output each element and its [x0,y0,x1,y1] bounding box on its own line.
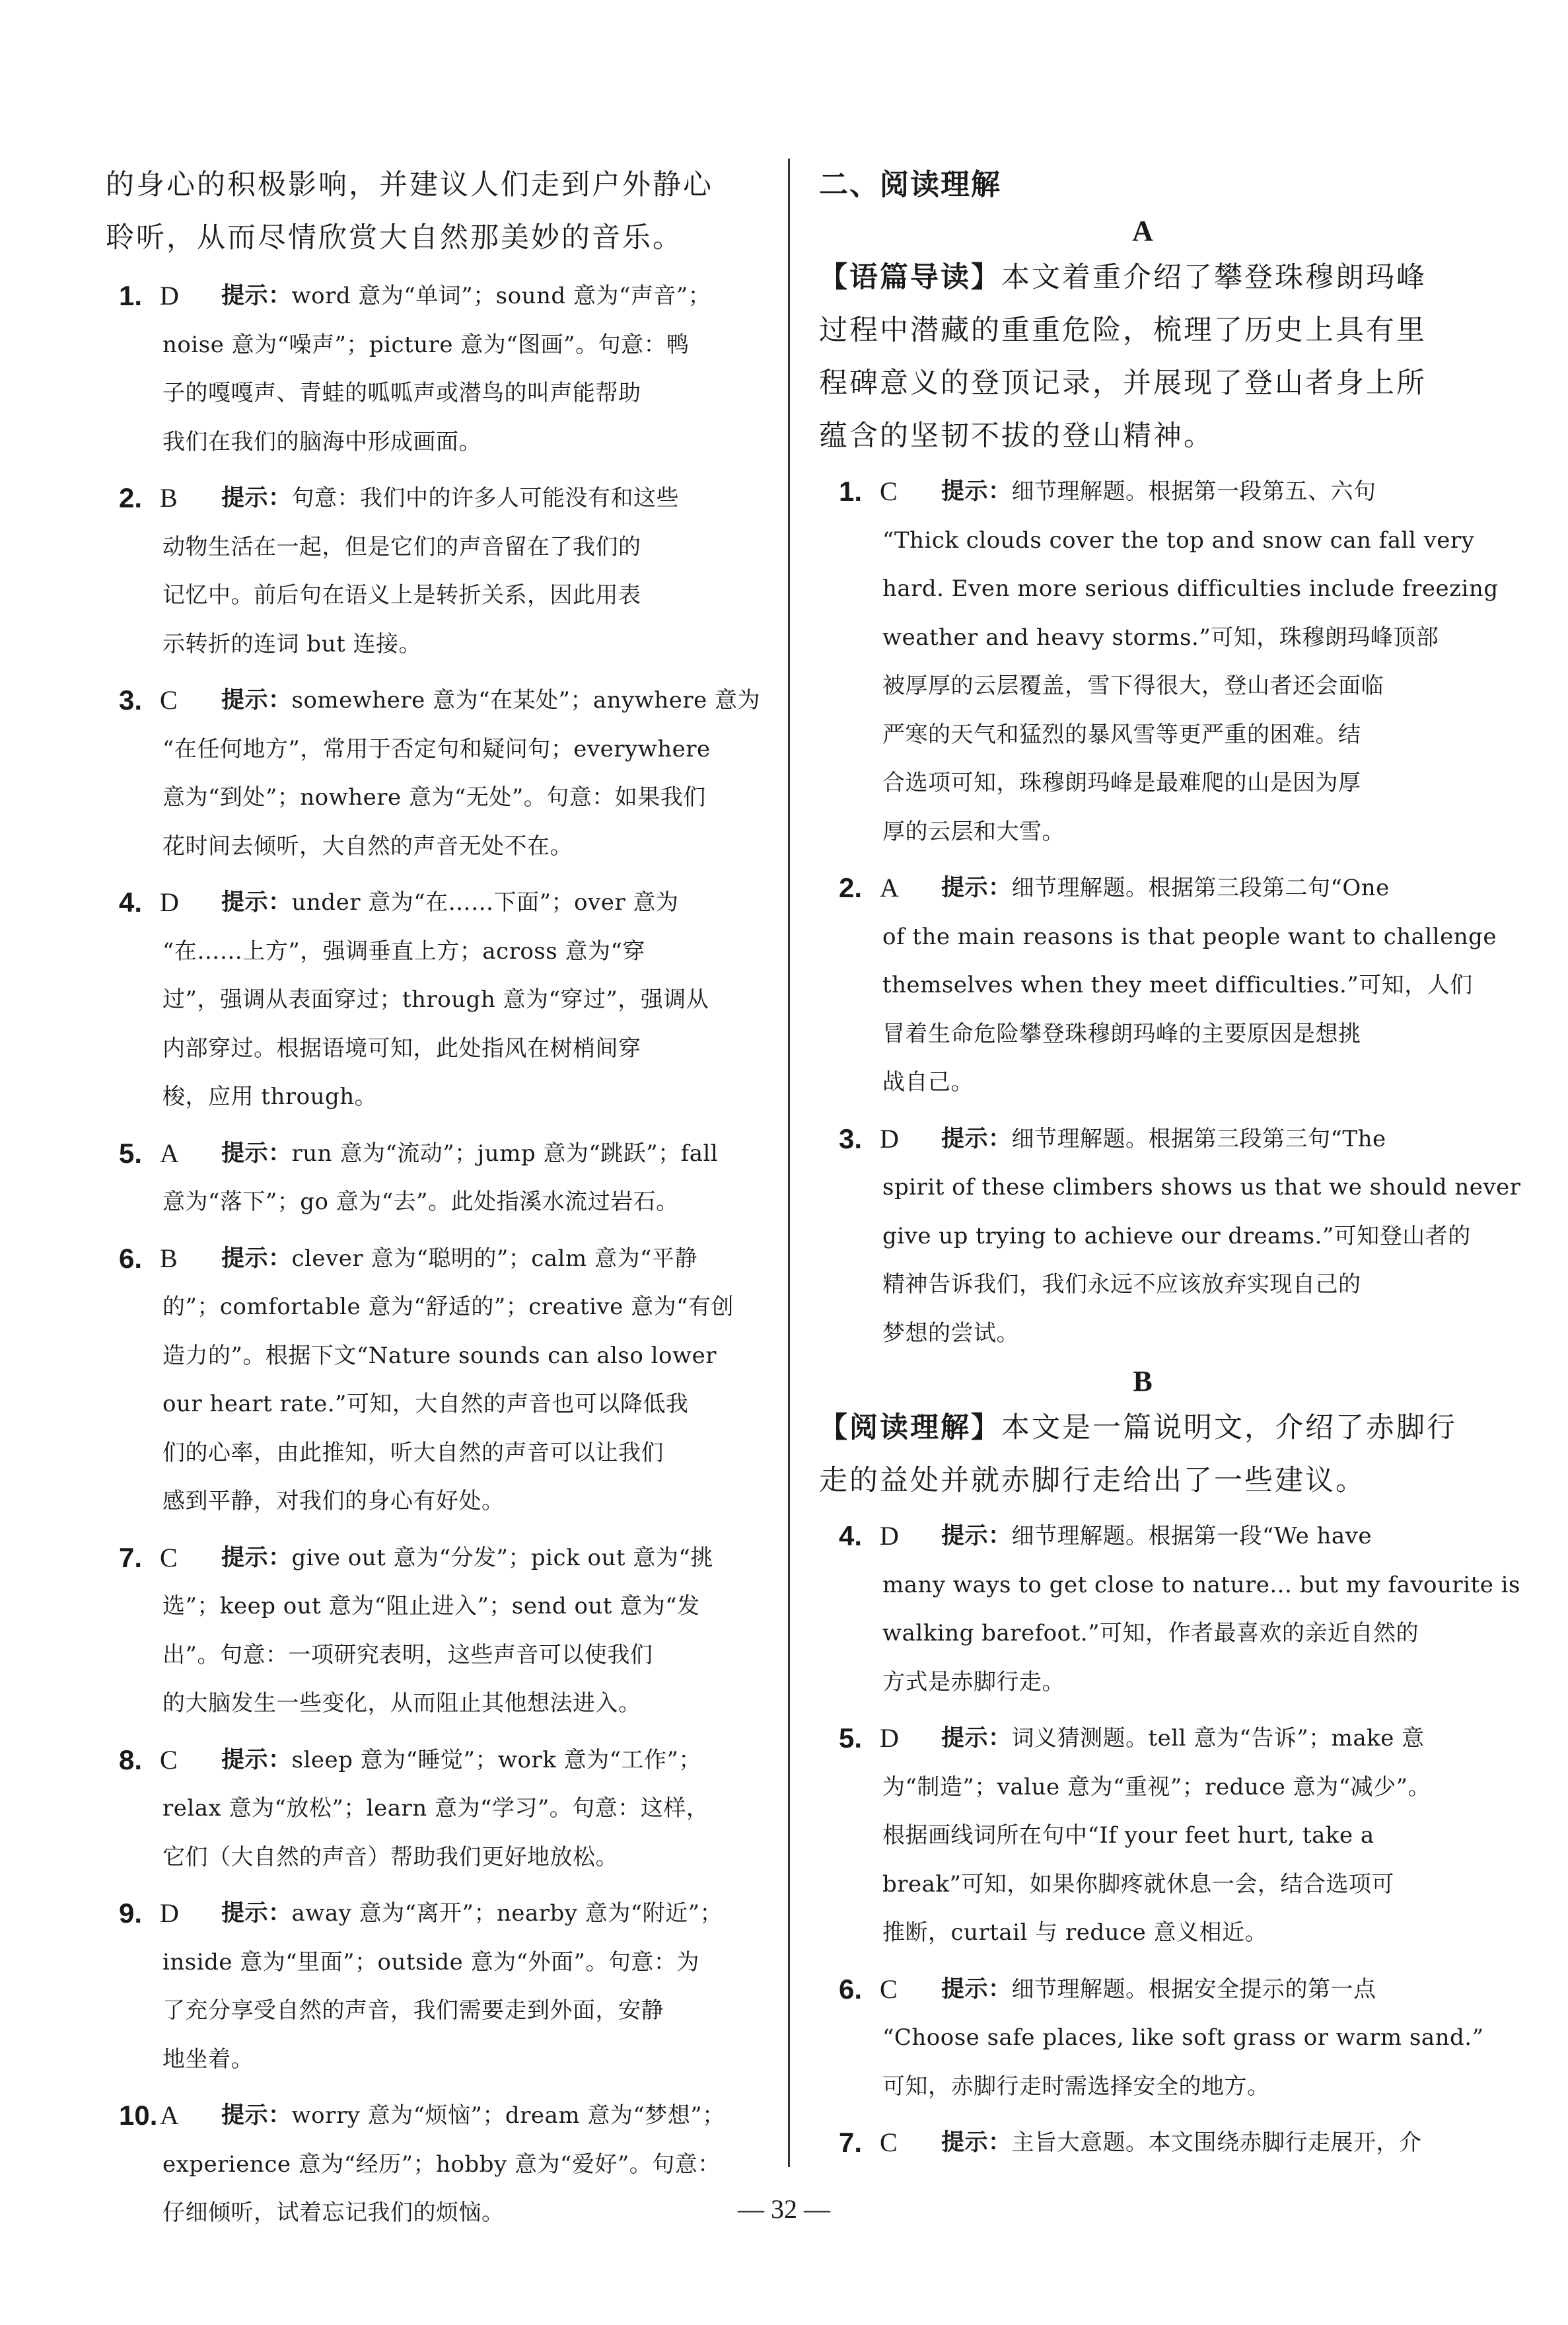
explanation-line [106,1477,766,1526]
question-number: 1. [839,476,863,507]
question-number: 10. [119,2100,158,2131]
explanation-line [106,1380,766,1429]
column-divider [788,159,790,2167]
explanation-text: 意为“到处”；nowhere 意为“无处”。句意：如果我们 [162,784,706,811]
explanation-text: walking barefoot.”可知，作者最喜欢的亲近自然的 [882,1620,1419,1646]
explanation-text: 方式是赤脚行走。 [882,1668,1065,1695]
passage-a-label: A [1132,215,1153,247]
answer-letter: C [160,685,178,715]
guide-text: 走的益处并就赤脚行走给出了一些建议。 [819,1464,1366,1497]
explanation-text: 细节理解题。根据第一段第五、六句 [1011,478,1376,505]
explanation-line [819,1115,1466,1164]
answer-letter: D [880,1123,899,1154]
explanation-text: sleep 意为“睡觉”；work 意为“工作”； [291,1746,701,1773]
explanation-text: “Choose safe places, like soft grass or warm sand.” [882,2024,1484,2051]
explanation-line [106,823,766,871]
explanation-line [106,1130,766,1179]
explanation-text: 厚的云层和大雪。 [882,818,1065,845]
explanation-line [106,1235,766,1284]
answer-letter: B [160,1243,178,1273]
guide-line [819,357,1466,410]
explanation-text: under 意为“在……下面”；over 意为 [291,889,679,916]
explanation-line [819,1812,1466,1861]
answer-letter: D [160,1898,179,1928]
answer-letter: D [880,1723,899,1753]
explanation-line [819,1261,1466,1310]
explanation-text: themselves when they meet difficulties.”可知，人们 [882,972,1473,998]
hint-label: 提示： [221,485,292,511]
explanation-text: away 意为“离开”；nearby 意为“附近”； [291,1900,723,1927]
explanation-text: 意为“落下”；go 意为“去”。此处指溪水流过岩石。 [162,1189,679,1215]
explanation-line [819,1310,1466,1358]
answer-letter: A [880,873,899,903]
question-number: 1. [119,280,143,311]
explanation-line [106,620,766,669]
hint-label: 提示： [941,1975,1012,2003]
guide-heading: 【阅读理解】 [819,1411,1001,1444]
guide-line [819,1454,1466,1507]
explanation-text: 推断，curtail 与 reduce 意义相近。 [882,1919,1267,1946]
explanation-text: 感到平静，对我们的身心有好处。 [162,1488,505,1514]
answer-letter: D [880,1521,899,1551]
passage-b-label: B [1133,1365,1153,1397]
guide-line [819,410,1466,462]
explanation-line [819,2119,1466,2168]
answer-item [819,468,1499,856]
section-title: 二、阅读理解 [819,168,1001,202]
explanation-line [106,1785,766,1833]
intro-line: 聆听，从而尽情欣赏大自然那美妙的音乐。 [106,221,683,254]
hint-label: 提示： [941,875,1012,901]
explanation-line [819,1861,1466,1909]
explanation-line [106,272,766,321]
explanation-line [819,1763,1466,1812]
answer-letter: A [160,1138,179,1168]
answer-item [106,879,766,1122]
answer-item [106,474,766,669]
hint-label: 提示： [221,889,292,916]
explanation-line [819,662,1466,711]
answer-item [819,864,1497,1107]
question-number: 5. [839,1722,863,1753]
explanation-text: 花时间去倾听，大自然的声音无处不在。 [162,832,573,860]
explanation-line [106,879,766,928]
explanation-line [106,976,766,1025]
explanation-text: “在……上方”，强调垂直上方；across 意为“穿 [162,938,645,965]
explanation-line [819,961,1473,1010]
explanation-line [819,614,1466,663]
explanation-line [106,725,766,774]
question-number: 2. [119,482,143,513]
explanation-line [106,1582,766,1631]
hint-label: 提示： [221,1140,292,1167]
explanation-text: 细节理解题。根据第三段第二句“One [1011,875,1390,901]
explanation-text: noise 意为“噪声”；picture 意为“图画”。句意：鸭 [162,331,690,358]
right-column [819,159,1521,2168]
question-number: 6. [839,1973,863,2005]
hint-label: 提示： [221,687,292,714]
intro-line: 的身心的积极影响，并建议人们走到户外静心 [106,168,713,202]
explanation-text: give up trying to achieve our dreams.”可知登山者的 [882,1222,1471,1249]
explanation-line [819,517,1475,566]
explanation-text: 它们（大自然的声音）帮助我们更好地放松。 [162,1843,618,1870]
explanation-text: 的”；comfortable 意为“舒适的”；creative 意为“有创 [162,1294,734,1320]
passage-b-answers [819,1512,1520,2168]
question-number: 5. [119,1137,143,1169]
explanation-text: 地坐着。 [162,2046,254,2073]
question-number: 3. [839,1123,863,1154]
explanation-line [819,1512,1466,1561]
explanation-line [819,1966,1466,2014]
explanation-line [106,1890,766,1938]
explanation-text: 根据画线词所在句中“If your feet hurt, take a [882,1822,1374,1849]
guide-text: 程碑意义的登顶记录，并展现了登山者身上所 [819,367,1427,400]
hint-label: 提示： [941,478,1012,505]
explanation-line [106,1025,766,1074]
explanation-text: 了充分享受自然的声音，我们需要走到外面，安静 [162,1997,664,2024]
answer-item [819,1115,1521,1358]
explanation-text: our heart rate.”可知，大自然的声音也可以降低我 [162,1391,689,1417]
answer-letter: A [160,2100,179,2130]
hint-label: 提示： [941,2129,1012,2156]
explanation-text: 被厚厚的云层覆盖，雪下得很大，登山者还会面临 [882,673,1384,699]
hint-label: 提示： [221,2102,292,2129]
explanation-text: 精神告诉我们，我们永远不应该放弃实现自己的 [882,1271,1361,1298]
explanation-text: 们的心率，由此推知，听大自然的声音可以让我们 [162,1439,664,1466]
explanation-line [819,759,1466,808]
explanation-line [106,1631,766,1680]
explanation-text: 仔细倾听，试着忘记我们的烦恼。 [162,2199,505,2226]
hint-label: 提示： [221,1746,292,1773]
guide-line [819,1401,1466,1454]
explanation-text: 出”。句意：一项研究表明，这些声音可以使我们 [162,1641,653,1668]
question-number: 4. [839,1520,863,1551]
answer-item [819,1512,1520,1707]
guide-text: 本文是一篇说明文，介绍了赤脚行 [1001,1411,1457,1444]
guide-line [819,304,1466,357]
explanation-text: 词义猜测题。tell 意为“告诉”；make 意 [1011,1725,1425,1752]
explanation-line [819,711,1466,760]
explanation-text: give out 意为“分发”；pick out 意为“挑 [291,1544,713,1571]
explanation-line [106,369,766,418]
explanation-line [106,418,766,467]
explanation-text: 我们在我们的脑海中形成画面。 [162,428,481,455]
explanation-line [819,2063,1466,2112]
explanation-text: weather and heavy storms.”可知，珠穆朗玛峰顶部 [882,624,1439,651]
answer-letter: C [160,1542,178,1572]
explanation-line [819,808,1466,857]
explanation-text: 冒着生命危险攀登珠穆朗玛峰的主要原因是想挑 [882,1020,1361,1047]
explanation-text: 示转折的连词 but 连接。 [162,630,421,657]
explanation-text: 细节理解题。根据第一段“We have [1011,1523,1372,1549]
guide-heading: 【语篇导读】 [819,261,1001,294]
explanation-line [106,474,766,523]
explanation-text: clever 意为“聪明的”；calm 意为“平静 [291,1245,697,1272]
explanation-text: of the main reasons is that people want to challenge [882,923,1497,950]
answer-letter: D [160,281,179,311]
explanation-line [106,1429,766,1478]
explanation-line [819,1010,1466,1059]
explanation-text: experience 意为“经历”；hobby 意为“爱好”。句意： [162,2151,721,2178]
page-number: — 32 — [738,2194,830,2224]
explanation-line [106,321,766,370]
hint-label: 提示： [941,1125,1012,1152]
explanation-text: inside 意为“里面”；outside 意为“外面”。句意：为 [162,1948,699,1975]
explanation-line [106,1283,766,1332]
explanation-line [106,2141,766,2190]
guide-text: 过程中潜藏的重重危险，梳理了历史上具有里 [819,314,1427,347]
explanation-line [106,1833,766,1882]
explanation-text: 合选项可知，珠穆朗玛峰是最难爬的山是因为厚 [882,770,1361,796]
explanation-line [106,928,766,977]
answer-item [106,677,766,871]
question-number: 3. [119,684,143,716]
explanation-text: 选”；keep out 意为“阻止进入”；send out 意为“发 [162,1593,700,1619]
answer-item [106,1736,766,1882]
answer-letter: B [160,483,178,513]
explanation-line [106,1679,766,1728]
explanation-text: 过”，强调从表面穿过；through 意为“穿过”，强调从 [162,986,709,1013]
explanation-line [106,1332,766,1381]
answer-letter: C [880,1974,898,2004]
explanation-line [819,2014,1484,2063]
explanation-line [819,1909,1466,1958]
explanation-line [819,1609,1466,1658]
question-number: 7. [839,2127,863,2158]
passage-b-guide [819,1401,1466,1507]
hint-label: 提示： [221,1245,292,1272]
answer-item [106,1130,766,1227]
explanation-line [106,677,766,725]
answer-item [106,1890,766,2084]
explanation-text: many ways to get close to nature... but my favourite is [882,1571,1520,1598]
explanation-text: 细节理解题。根据安全提示的第一点 [1011,1975,1376,2003]
question-number: 9. [119,1898,143,1929]
explanation-line [106,1178,766,1227]
answer-item [106,1235,766,1526]
explanation-text: 记忆中。前后句在语义上是转折关系，因此用表 [162,582,641,609]
explanation-line [106,774,766,823]
explanation-text: 动物生活在一起，但是它们的声音留在了我们的 [162,533,641,560]
explanation-text: hard. Even more serious difficulties include freezing [882,575,1499,602]
explanation-text: “在任何地方”，常用于否定句和疑问句；everywhere [162,735,711,762]
hint-label: 提示： [941,1725,1012,1752]
explanation-line [819,1212,1471,1261]
explanation-text: 句意：我们中的许多人可能没有和这些 [291,485,680,511]
explanation-line [819,1658,1466,1707]
explanation-line [819,1715,1466,1763]
explanation-text: worry 意为“烦恼”；dream 意为“梦想”； [291,2102,725,2129]
answer-item [106,1534,766,1728]
explanation-line [106,1534,766,1583]
explanation-text: “Thick clouds cover the top and snow can fall very [882,527,1475,554]
explanation-text: relax 意为“放松”；learn 意为“学习”。句意：这样， [162,1795,709,1822]
guide-line [819,251,1466,304]
answer-letter: C [880,2127,898,2157]
explanation-line [106,2092,766,2141]
question-number: 2. [839,872,863,903]
explanation-line [106,2036,766,2085]
explanation-text: 子的嘎嘎声、青蛙的呱呱声或潜鸟的叫声能帮助 [162,380,641,406]
answer-item [819,2119,1466,2168]
explanation-text: 可知，赤脚行走时需选择安全的地方。 [882,2073,1270,2100]
guide-text: 蕴含的坚韧不拔的登山精神。 [819,420,1214,453]
explanation-line [819,864,1466,913]
explanation-text: somewhere 意为“在某处”；anywhere 意为 [291,687,761,714]
passage-a-guide [819,251,1466,462]
intro-paragraph [106,159,766,264]
explanation-line [819,913,1497,962]
explanation-text: 的大脑发生一些变化，从而阻止其他想法进入。 [162,1690,641,1716]
answer-list [106,272,766,2238]
hint-label: 提示： [221,1900,292,1927]
explanation-line [106,1987,766,2036]
left-column [106,159,766,2238]
explanation-text: break”可知，如果你脚疼就休息一会，结合选项可 [882,1870,1394,1898]
explanation-line [819,468,1466,517]
explanation-text: 梦想的尝试。 [882,1319,1019,1347]
answer-letter: D [160,887,179,917]
hint-label: 提示： [221,283,292,309]
explanation-text: word 意为“单词”；sound 意为“声音”； [291,283,711,309]
explanation-line [106,1938,766,1987]
explanation-line [819,565,1499,614]
explanation-line [106,572,766,620]
explanation-text: 战自己。 [882,1069,974,1095]
question-number: 7. [119,1541,143,1573]
explanation-line [106,523,766,572]
explanation-line [106,1736,766,1785]
explanation-text: spirit of these climbers shows us that we should never [882,1174,1521,1200]
answer-item [106,272,766,466]
question-number: 4. [119,887,143,918]
explanation-text: 梭，应用 through。 [162,1084,378,1110]
explanation-text: 细节理解题。根据第三段第三句“The [1011,1125,1386,1152]
answer-letter: C [160,1744,178,1775]
explanation-text: run 意为“流动”；jump 意为“跳跃”；fall [291,1140,719,1167]
explanation-line [819,1163,1521,1212]
guide-text: 本文着重介绍了攀登珠穆朗玛峰 [1001,261,1427,294]
explanation-line [106,1073,766,1122]
explanation-line [819,1058,1466,1107]
answer-letter: C [880,476,898,506]
answer-item [819,1715,1466,1958]
explanation-line [819,1561,1520,1610]
explanation-text: 为“制造”；value 意为“重视”；reduce 意为“减少”。 [882,1773,1431,1800]
explanation-text: 造力的”。根据下文“Nature sounds can also lower [162,1342,717,1369]
question-number: 8. [119,1744,143,1775]
explanation-text: 主旨大意题。本文围绕赤脚行走展开，介 [1011,2129,1422,2156]
hint-label: 提示： [941,1523,1012,1549]
hint-label: 提示： [221,1544,292,1571]
explanation-text: 内部穿过。根据语境可知，此处指风在树梢间穿 [162,1035,641,1062]
explanation-text: 严寒的天气和猛烈的暴风雪等更严重的困难。结 [882,721,1361,748]
passage-a-answers [819,468,1521,1358]
answer-item [819,1966,1484,2112]
question-number: 6. [119,1242,143,1274]
